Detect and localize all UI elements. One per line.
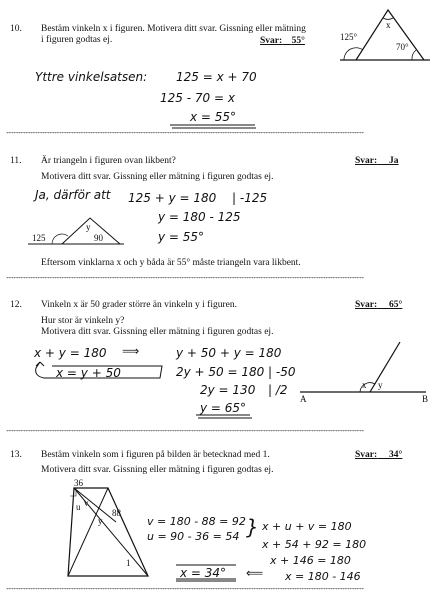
- q10-text-line1: Bestäm vinkeln x i figuren. Motivera ditt svar. Gissning eller mätning: [41, 24, 306, 34]
- q13-fig-angle-36: 36: [74, 478, 83, 488]
- q13-work-result: x = 34°: [180, 566, 227, 580]
- q12-work-b2: 2y + 50 = 180: [176, 365, 265, 379]
- q11-text-line2: Motivera ditt svar. Gissning eller mätning i figuren godtas ej.: [41, 172, 274, 182]
- q12-work-b1: y + 50 + y = 180: [176, 346, 282, 360]
- q11-work-intro: Ja, därför att: [35, 188, 111, 202]
- q13-brace: }: [246, 515, 259, 539]
- q13-work-r1: x + u + v = 180: [262, 520, 352, 533]
- q10-work-label: Yttre vinkelsatsen:: [35, 70, 148, 84]
- q13-answer-label: Svar:: [355, 450, 378, 460]
- separator-3: *****************************************************************************************************************************************************: [6, 430, 364, 434]
- q13-fig-angle-1: 1: [126, 558, 131, 568]
- q11-answer-label: Svar:: [355, 156, 378, 166]
- q11-triangle-sketch: [28, 210, 128, 250]
- q10-fig-angle-70: 70°: [396, 42, 409, 52]
- q13-work-v: v = 180 - 88 = 92: [147, 515, 246, 528]
- q12-fig-angle-y: y: [378, 380, 383, 390]
- q11-text-line1: Är triangeln i figuren ovan likbent?: [41, 156, 176, 166]
- q13-fig-angle-88: 88: [112, 508, 121, 518]
- q11-answer: [355, 156, 399, 166]
- q10-work-line2: 125 - 70 = x: [160, 91, 235, 105]
- q13-work-u: u = 90 - 36 = 54: [147, 530, 240, 543]
- q11-work-line1-op: | -125: [232, 191, 268, 205]
- q12-answer-label: Svar:: [355, 300, 378, 310]
- q11-work-line1: 125 + y = 180: [128, 191, 217, 205]
- q12-work-a1: x + y = 180: [34, 346, 107, 360]
- q12-implies-arrow-1: ⟹: [122, 344, 140, 358]
- q13-trapezoid-figure: [60, 480, 160, 580]
- separator-1: *****************************************************************************************************************************************************: [6, 132, 364, 136]
- q11-number: 11.: [10, 156, 22, 166]
- q12-work-b3-op: | /2: [268, 383, 288, 397]
- q10-number: 10.: [10, 24, 22, 34]
- q12-answer-value: 65°: [389, 300, 403, 310]
- q13-work-r4: x = 180 - 146: [285, 570, 361, 583]
- q12-text-line1: Vinkeln x är 50 grader större än vinkeln y i figuren.: [41, 300, 237, 310]
- q10-text-line2: i figuren godtas ej.: [41, 35, 113, 45]
- q11-work-line3: y = 55°: [158, 230, 205, 244]
- q12-number: 12.: [10, 300, 22, 310]
- q13-work-r3: x + 146 = 180: [270, 554, 351, 567]
- q11-fig-angle-125: 125: [32, 233, 46, 243]
- q13-answer: [355, 450, 402, 460]
- q10-triangle-figure: [340, 4, 430, 64]
- q12-fig-point-A: A: [300, 394, 307, 404]
- q13-number: 13.: [10, 450, 22, 460]
- q10-answer: [260, 36, 305, 46]
- q10-fig-angle-x: x: [386, 20, 391, 30]
- q11-answer-value: Ja: [389, 156, 399, 166]
- q13-work-r2: x + 54 + 92 = 180: [262, 538, 367, 551]
- q10-double-underline: [170, 124, 260, 130]
- q12-fig-angle-x: x: [362, 380, 367, 390]
- q12-substitution-box: [32, 360, 164, 382]
- q10-answer-label: Svar:: [260, 36, 283, 46]
- q10-answer-value: 55°: [291, 36, 305, 46]
- q13-text-line1: Bestäm vinkeln som i figuren på bilden är betecknad med 1.: [41, 450, 270, 460]
- q12-work-b2-op: | -50: [268, 365, 296, 379]
- q12-angle-figure: [300, 340, 430, 404]
- q13-answer-value: 34°: [389, 450, 403, 460]
- q12-work-a2: x = y + 50: [56, 366, 121, 380]
- q12-double-underline: [196, 414, 256, 420]
- q11-fig-angle-90: 90: [94, 233, 103, 243]
- q12-fig-point-B: B: [422, 394, 429, 404]
- q12-work-b4: y = 65°: [200, 401, 247, 415]
- separator-2: *****************************************************************************************************************************************************: [6, 277, 364, 281]
- q10-work-line1: 125 = x + 70: [176, 70, 257, 84]
- q12-text-line2: Hur stor är vinkeln y?: [41, 316, 125, 326]
- q10-work-line3: x = 55°: [190, 110, 237, 124]
- q11-work-line2: y = 180 - 125: [158, 210, 241, 224]
- q13-result-box: [176, 563, 240, 583]
- q13-arrow-left-icon: ⟸: [246, 566, 264, 580]
- q13-fig-angle-y: y: [98, 516, 103, 526]
- q13-fig-angle-v: v: [84, 498, 89, 508]
- q13-fig-angle-u: u: [76, 502, 81, 512]
- q12-work-b3: 2y = 130: [200, 383, 256, 397]
- q11-fig-angle-y: y: [86, 222, 91, 232]
- q12-answer: [355, 300, 402, 310]
- separator-4: *****************************************************************************************************************************************************: [6, 588, 364, 592]
- q13-text-line2: Motivera ditt svar. Gissning eller mätning i figuren godtas ej.: [41, 465, 274, 475]
- q11-conclusion: Eftersom vinklarna x och y båda är 55° måste triangeln vara likbent.: [41, 258, 301, 268]
- q12-text-line3: Motivera ditt svar. Gissning eller mätning i figuren godtas ej.: [41, 327, 274, 337]
- q10-fig-angle-125: 125°: [340, 32, 358, 42]
